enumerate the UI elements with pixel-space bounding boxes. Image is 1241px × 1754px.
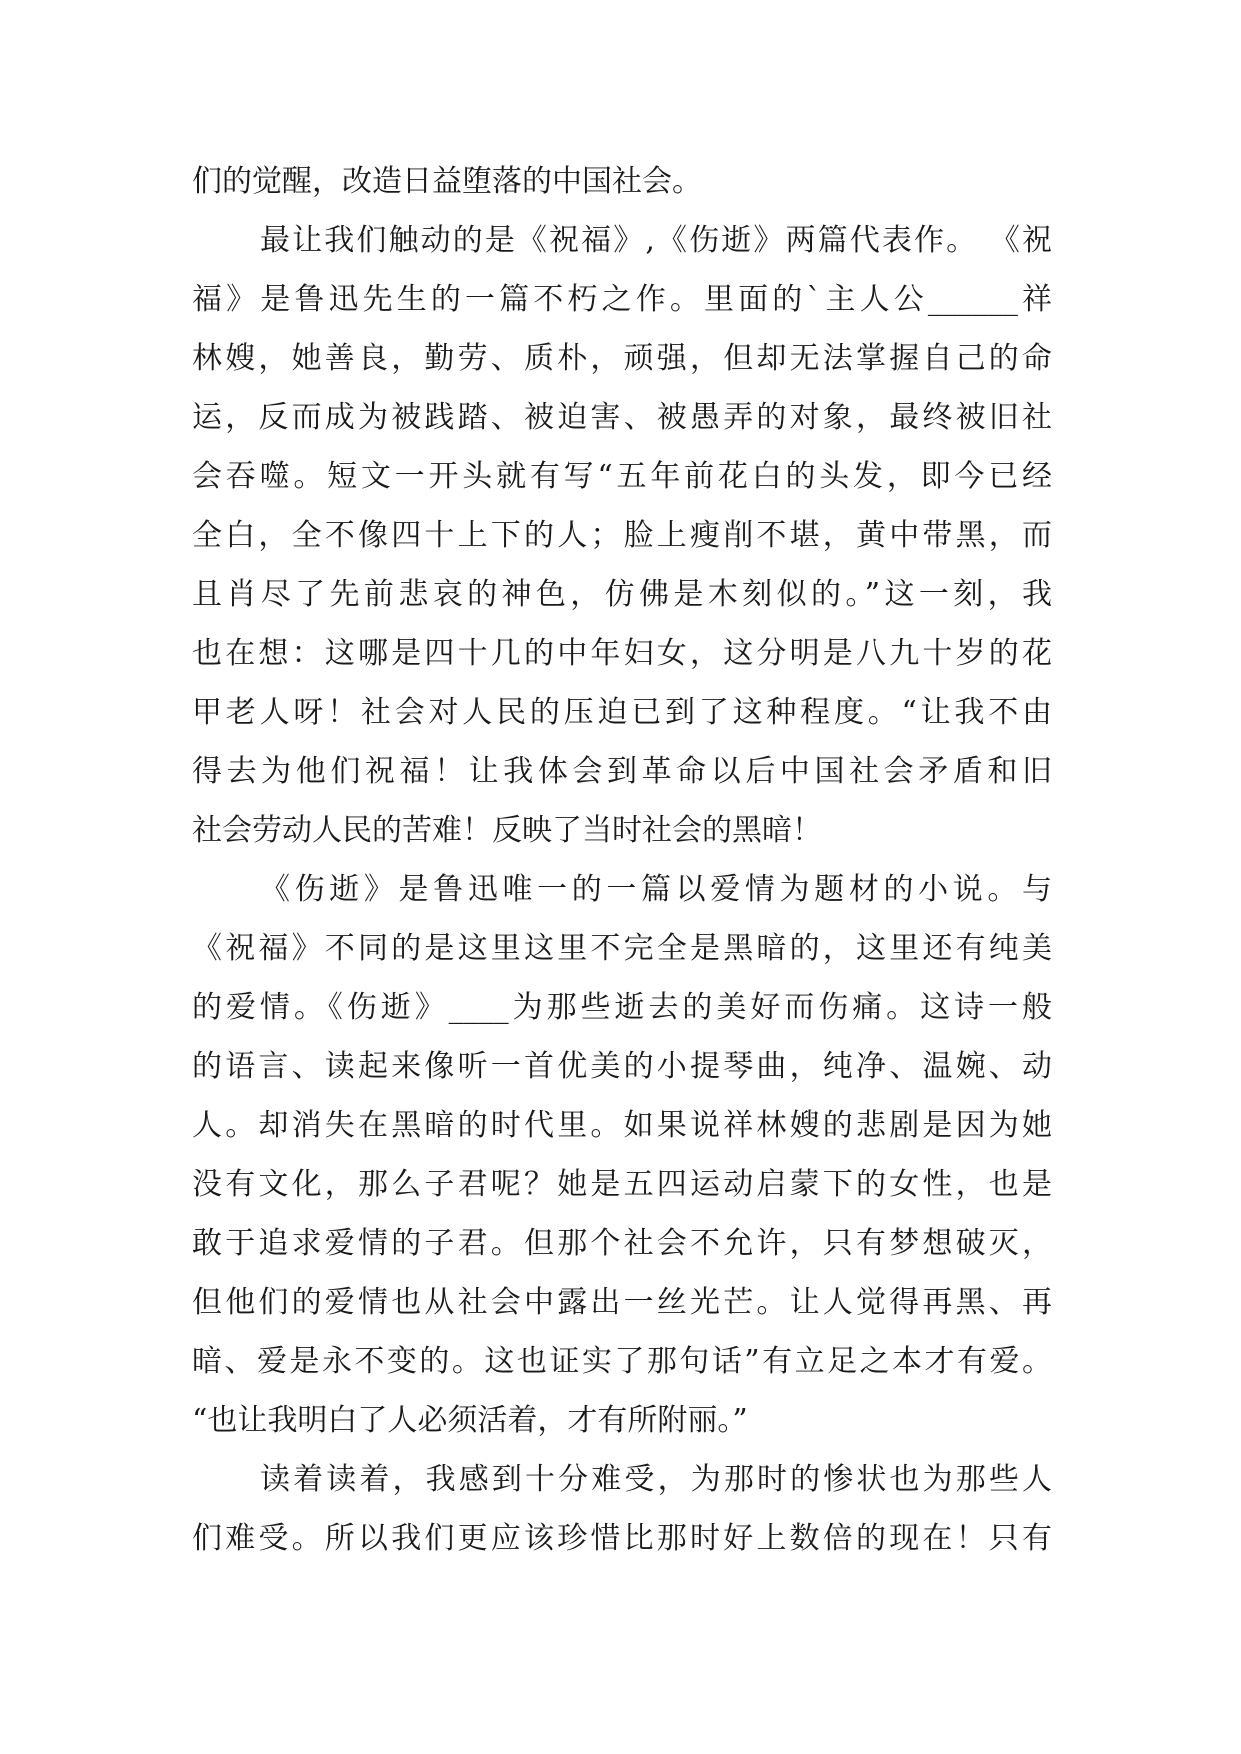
document-body [192,152,1052,1568]
paragraph [192,860,1052,1450]
paragraph [192,152,1052,211]
text-line: “也让我明白了人必须活着，才有所附丽。” [192,1403,748,1438]
text-line: 但他们的爱情也从社会中露出一丝光芒。让人觉得再黑、再 [192,1285,1052,1320]
paragraph [192,211,1052,860]
text-line: 全白，全不像四十上下的人；脸上瘦削不堪，黄中带黑，而 [192,518,1052,553]
paragraph [192,1450,1052,1568]
text-line: 敢于追求爱情的子君。但那个社会不允许，只有梦想破灭， [192,1226,1052,1261]
text-line: 的爱情。《伤逝》____为那些逝去的美好而伤痛。这诗一般 [192,990,1052,1025]
text-line: 会吞噬。短文一开头就有写“五年前花白的头发，即今已经 [192,459,1052,494]
text-line: 也在想：这哪是四十几的中年妇女，这分明是八九十岁的花 [192,636,1052,671]
text-line: 们的觉醒，改造日益堕落的中国社会。 [192,164,702,199]
text-line: 最让我们触动的是《祝福》,《伤逝》两篇代表作。 《祝 [260,223,1052,258]
text-line: 的语言、读起来像听一首优美的小提琴曲，纯净、温婉、动 [192,1049,1052,1084]
text-line: 人。却消失在黑暗的时代里。如果说祥林嫂的悲剧是因为她 [192,1108,1052,1143]
text-line: 社会劳动人民的苦难！反映了当时社会的黑暗！ [192,813,822,848]
text-line: 甲老人呀！社会对人民的压迫已到了这种程度。“让我不由 [192,695,1052,730]
text-line: 得去为他们祝福！让我体会到革命以后中国社会矛盾和旧 [192,754,1052,789]
text-line: 林嫂，她善良，勤劳、质朴，顽强，但却无法掌握自己的命 [192,341,1052,376]
text-line: 读着读着，我感到十分难受，为那时的惨状也为那些人 [260,1462,1052,1497]
text-line: 《祝福》不同的是这里这里不完全是黑暗的，这里还有纯美 [192,931,1052,966]
text-line: 且肖尽了先前悲哀的神色，仿佛是木刻似的。”这一刻，我 [192,577,1052,612]
text-line: 《伤逝》是鲁迅唯一的一篇以爱情为题材的小说。与 [260,872,1052,907]
text-line: 福》是鲁迅先生的一篇不朽之作。里面的`主人公______祥 [192,282,1052,317]
text-line: 运，反而成为被践踏、被迫害、被愚弄的对象，最终被旧社 [192,400,1052,435]
text-line: 们难受。所以我们更应该珍惜比那时好上数倍的现在！只有 [192,1521,1052,1556]
text-line: 暗、爱是永不变的。这也证实了那句话”有立足之本才有爱。 [192,1344,1052,1379]
text-line: 没有文化，那么子君呢？她是五四运动启蒙下的女性，也是 [192,1167,1052,1202]
